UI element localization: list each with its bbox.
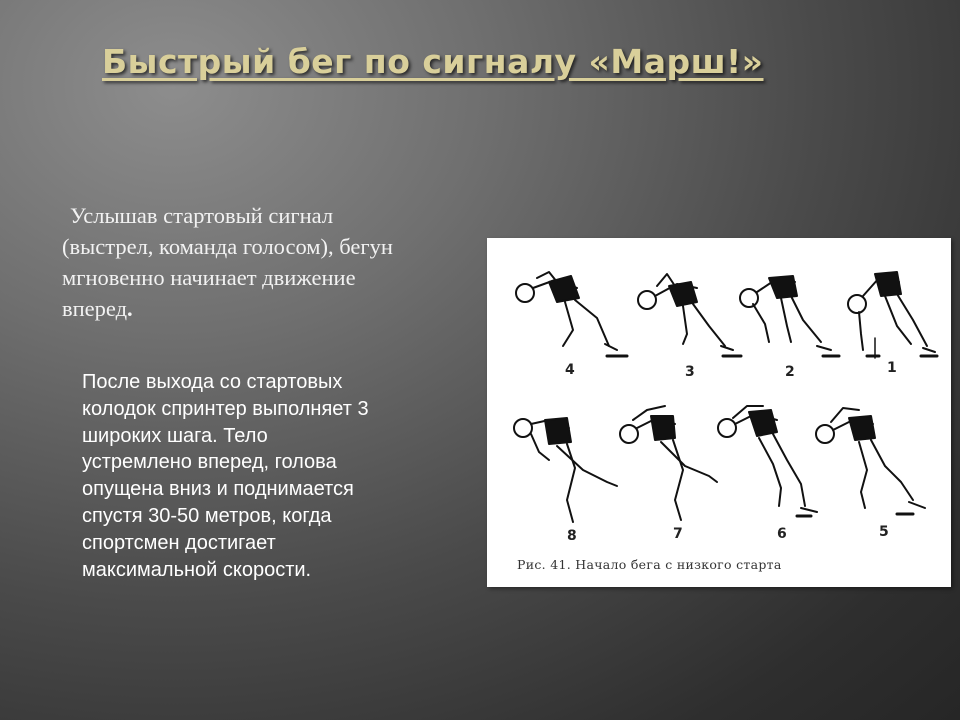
runner-figure-2 [740,276,831,350]
intro-period: . [127,296,133,321]
figure-number: 8 [567,528,577,544]
detail-paragraph: После выхода со стартовых колодок спринтер выполняет 3 широких шага. Тело устремлено вперед, голова опущена вниз и поднимается спустя 30-50 метров, когда спортсмен достигает максимальной скорости. [82,371,369,581]
figure-number: 6 [777,526,787,542]
runner-figure-7 [620,406,717,520]
figure-number: 7 [673,526,683,542]
figure-number: 4 [565,362,575,378]
figure-number: 1 [887,360,897,376]
intro-text: Услышав стартовый сигнал (выстрел, команда голосом), бегун мгновенно начинает движение вперед [62,203,393,321]
runner-figure-1 [848,272,935,352]
runner-figure-4 [516,272,617,350]
runner-figure-5 [816,408,925,508]
slide-title: Быстрый бег по сигналу «Марш!» [102,42,764,81]
figure-number: 3 [685,364,695,380]
sprint-start-figure [487,238,951,587]
intro-paragraph [62,200,422,324]
figure-number: 5 [879,524,889,540]
runner-figure-8 [514,418,617,522]
figure-caption: Рис. 41. Начало бега с низкого старта [517,557,782,572]
runner-figure-3 [638,274,733,350]
figure-number: 2 [785,364,795,380]
runner-figure-6 [718,406,817,512]
